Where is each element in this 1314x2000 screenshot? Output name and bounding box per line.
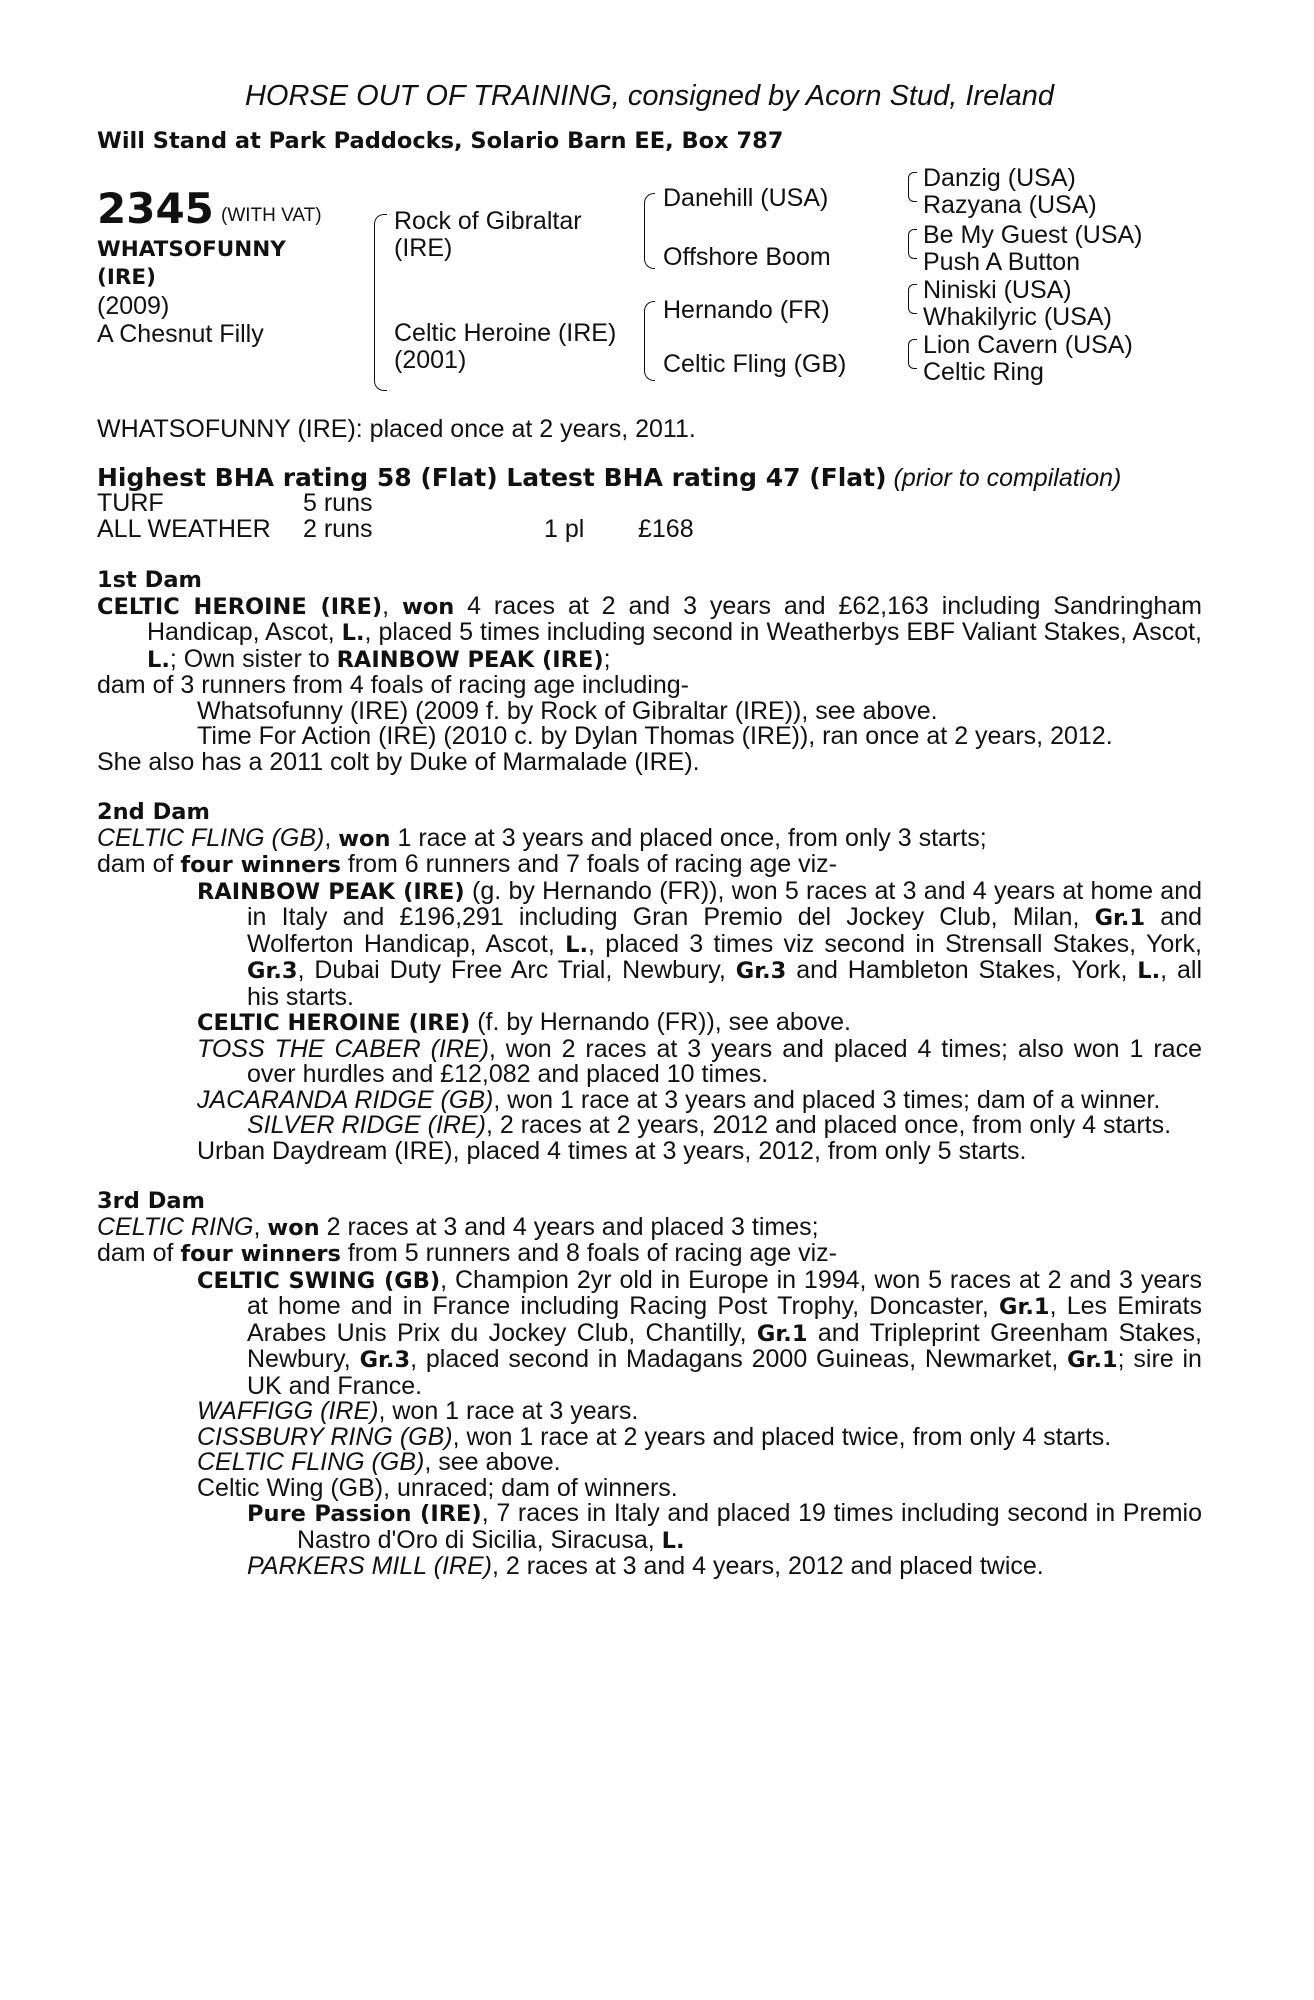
listed-badge: L. <box>565 931 589 958</box>
record-text: , Dubai Duty Free Arc Trial, Newbury, <box>297 956 726 984</box>
punct: , <box>324 823 332 852</box>
produce-item: Time For Action (IRE) (2010 c. by Dylan Thomas (IRE)), ran once at 2 years, 2012. <box>197 722 1113 750</box>
pedigree-brace-3a <box>908 172 917 202</box>
record-text: , 7 races in Italy and placed 19 times including second in Premio Nastro d'Oro di Sicilia, Siracusa, <box>297 1499 1202 1554</box>
record-text: and Hambleton Stakes, York, <box>796 956 1128 984</box>
won-label: won <box>401 593 455 620</box>
g3-ancestor-4: Push A Button <box>923 248 1081 276</box>
dam-name <box>394 320 616 374</box>
group-badge: Gr.1 <box>756 1320 808 1347</box>
third-dam-record <box>97 1212 1202 1242</box>
produce-celtic-fling <box>97 1450 1202 1476</box>
listed-badge: L. <box>661 1527 685 1554</box>
produce-pure-passion <box>97 1501 1202 1554</box>
record-text: from 6 runners and 7 foals of racing age viz- <box>347 850 837 878</box>
sire-name <box>394 208 582 262</box>
record-text: ; sire in UK and France. <box>247 1345 1202 1400</box>
g3-ancestor-6: Whakilyric (USA) <box>923 303 1112 331</box>
group-badge: Gr.1 <box>1094 905 1146 931</box>
produce-name: JACARANDA RIDGE (GB) <box>197 1085 494 1114</box>
produce-urban-daydream: Urban Daydream (IRE), placed 4 times at 3 years, 2012, from only 5 starts. <box>197 1136 1027 1165</box>
runs-turf-surface: TURF <box>97 489 164 517</box>
rating-bold: Highest BHA rating 58 (Flat) Latest BHA rating 47 (Flat) <box>97 462 887 492</box>
record-text: , won 1 race at 2 years and placed twice, from only 4 starts. <box>452 1422 1112 1451</box>
stand-location: Will Stand at Park Paddocks, Solario Barn EE, Box 787 <box>97 128 784 154</box>
record-text: (f. by Hernando (FR)), see above. <box>477 1008 851 1036</box>
produce-name: SILVER RIDGE (IRE) <box>247 1111 486 1139</box>
record-text: , see above. <box>424 1448 561 1476</box>
first-dam-heading: 1st Dam <box>97 567 202 593</box>
pedigree-brace-3c <box>908 284 917 314</box>
g3-ancestor-8: Celtic Ring <box>923 358 1044 386</box>
first-dam-name: CELTIC HEROINE (IRE) <box>97 593 383 620</box>
record-text: ; Own sister to <box>169 644 330 673</box>
sister-name: RAINBOW PEAK (IRE) <box>336 646 604 673</box>
second-dam-produce-summary <box>97 852 1202 879</box>
produce-waffigg <box>97 1399 1202 1425</box>
won-label: won <box>267 1214 320 1241</box>
punct: , <box>382 591 390 620</box>
horse-description: A Chesnut Filly <box>97 320 264 348</box>
produce-name: Pure Passion (IRE) <box>247 1501 482 1527</box>
pedigree-brace-2a <box>644 193 655 269</box>
produce-jacaranda-ridge <box>97 1085 1202 1114</box>
listed-badge: L. <box>1137 958 1161 984</box>
sire-line1: Rock of Gibraltar <box>394 207 582 235</box>
runs-aw-earnings: £168 <box>638 515 694 543</box>
record-text: 1 race at 3 years and placed once, from only 3 starts; <box>397 823 987 852</box>
sire-line2: (IRE) <box>394 234 453 262</box>
produce-name: TOSS THE CABER (IRE) <box>197 1034 489 1063</box>
pedigree-brace-1 <box>374 214 387 391</box>
runs-turf-count: 5 runs <box>303 489 373 517</box>
produce-name: WAFFIGG (IRE) <box>197 1397 379 1425</box>
dam-line1: Celtic Heroine (IRE) <box>394 319 617 347</box>
group-badge: Gr.1 <box>1067 1347 1118 1373</box>
sire-sire: Danehill (USA) <box>663 184 829 212</box>
dam-dam: Celtic Fling (GB) <box>663 350 847 378</box>
record-text: , Champion 2yr old in Europe in 1994, won 5 races at 2 and 3 years at home and in France including Racing Post Trophy, Doncaster, <box>247 1265 1202 1320</box>
horse-name-line2: (IRE) <box>97 265 156 290</box>
g3-ancestor-1: Danzig (USA) <box>923 164 1076 192</box>
record-text: , won 2 races at 3 years and placed 4 times; also won 1 race over hurdles and £12,082 and placed 10 times. <box>247 1034 1202 1088</box>
produce-silver-ridge <box>97 1113 1202 1139</box>
third-dam-name: CELTIC RING <box>97 1212 254 1241</box>
punct: ; <box>603 644 611 673</box>
record-text: and Wolferton Handicap, Ascot, <box>247 903 1203 958</box>
g3-ancestor-2: Razyana (USA) <box>923 191 1097 219</box>
g3-ancestor-3: Be My Guest (USA) <box>923 221 1143 249</box>
produce-name: CELTIC HEROINE (IRE) <box>197 1010 471 1036</box>
rating-note: (prior to compilation) <box>893 463 1122 492</box>
runs-aw-count: 2 runs <box>303 515 373 543</box>
record-text: 4 races at 2 and 3 years and £62,163 including Sandringham Handicap, Ascot, <box>147 591 1202 646</box>
horse-year: (2009) <box>97 292 170 320</box>
won-label: won <box>338 825 391 852</box>
dam-line2: (2001) <box>394 346 467 374</box>
winners-count: four winners <box>180 852 341 878</box>
produce-name: CISSBURY RING (GB) <box>197 1422 453 1451</box>
lot-number: 2345 <box>97 184 214 233</box>
record-text: , all his starts. <box>247 956 1202 1011</box>
produce-toss-the-caber <box>97 1034 1202 1088</box>
produce-name: PARKERS MILL (IRE) <box>247 1552 492 1580</box>
third-dam-produce-summary <box>97 1241 1202 1268</box>
produce-name: CELTIC SWING (GB) <box>197 1267 441 1294</box>
record-text: dam of <box>97 1239 174 1267</box>
runs-aw-surface: ALL WEATHER <box>97 515 271 543</box>
record-text: , 2 races at 2 years, 2012 and placed once, from only 4 starts. <box>485 1111 1172 1139</box>
horse-name <box>97 236 347 292</box>
group-badge: Gr.3 <box>247 958 298 984</box>
second-dam-record <box>97 823 1202 853</box>
record-text: and Tripleprint Greenham Stakes, Newbury, <box>247 1318 1202 1373</box>
page-title: HORSE OUT OF TRAINING, consigned by Acorn Stud, Ireland <box>244 80 1055 112</box>
runs-table <box>97 491 1202 543</box>
race-summary: WHATSOFUNNY (IRE): placed once at 2 years, 2011. <box>97 415 696 443</box>
group-badge: Gr.3 <box>359 1347 411 1373</box>
pedigree-block <box>97 164 1202 409</box>
pedigree-brace-3b <box>908 229 917 259</box>
listed-badge: L. <box>341 620 365 646</box>
bha-rating <box>97 462 1202 492</box>
vat-note: (WITH VAT) <box>221 205 322 226</box>
horse-name-line1: WHATSOFUNNY <box>97 237 286 262</box>
record-text: , won 1 race at 3 years. <box>378 1397 639 1425</box>
produce-name: RAINBOW PEAK (IRE) <box>197 878 465 905</box>
record-text: , placed 3 times viz second in Strensall Stakes, York, <box>588 929 1202 958</box>
second-dam-name: CELTIC FLING (GB) <box>97 823 325 852</box>
group-badge: Gr.3 <box>735 958 787 984</box>
group-badge: Gr.1 <box>999 1294 1050 1320</box>
produce-parkers-mill <box>97 1554 1202 1580</box>
produce-item: Whatsofunny (IRE) (2009 f. by Rock of Gibraltar (IRE)), see above. <box>197 696 938 725</box>
first-dam-also: She also has a 2011 colt by Duke of Marmalade (IRE). <box>97 747 700 776</box>
second-dam-heading: 2nd Dam <box>97 799 210 825</box>
g3-ancestor-7: Lion Cavern (USA) <box>923 331 1133 359</box>
pedigree-brace-3d <box>908 339 917 369</box>
winners-count: four winners <box>180 1241 341 1267</box>
record-text: dam of <box>97 850 174 878</box>
record-text: , 2 races at 3 and 4 years, 2012 and placed twice. <box>491 1552 1044 1580</box>
record-text: , placed second in Madagans 2000 Guineas, Newmarket, <box>410 1345 1059 1373</box>
produce-celtic-heroine <box>97 1010 1202 1037</box>
g3-ancestor-5: Niniski (USA) <box>923 276 1072 304</box>
produce-rainbow-peak <box>97 876 1203 1011</box>
third-dam-heading: 3rd Dam <box>97 1188 205 1214</box>
produce-celtic-wing: Celtic Wing (GB), unraced; dam of winners. <box>197 1473 678 1502</box>
record-text: from 5 runners and 8 foals of racing age viz- <box>347 1239 837 1267</box>
first-dam-produce-summary: dam of 3 runners from 4 foals of racing age including- <box>97 671 689 699</box>
record-text: (g. by Hernando (FR)), won 5 races at 3 and 4 years at home and in Italy and £196,291 including Gran Premio del Jockey Club, Milan, <box>247 876 1202 931</box>
sire-dam: Offshore Boom <box>663 243 831 271</box>
dam-sire: Hernando (FR) <box>663 296 830 324</box>
produce-name: CELTIC FLING (GB) <box>197 1448 425 1476</box>
listed-badge: L. <box>147 646 170 673</box>
first-dam-record <box>97 591 1202 674</box>
record-text: , Les Emirats Arabes Unis Prix du Jockey Club, Chantilly, <box>247 1292 1202 1347</box>
produce-celtic-swing <box>97 1265 1202 1400</box>
produce-cissbury-ring <box>97 1422 1202 1451</box>
record-text: 2 races at 3 and 4 years and placed 3 times; <box>326 1212 819 1241</box>
record-text: , placed 5 times including second in Weatherbys EBF Valiant Stakes, Ascot, <box>364 618 1202 646</box>
punct: , <box>253 1212 261 1241</box>
catalogue-page <box>97 78 1202 1580</box>
record-text: , won 1 race at 3 years and placed 3 times; dam of a winner. <box>493 1085 1161 1114</box>
pedigree-brace-2b <box>644 301 655 381</box>
runs-aw-placed: 1 pl <box>544 515 585 543</box>
